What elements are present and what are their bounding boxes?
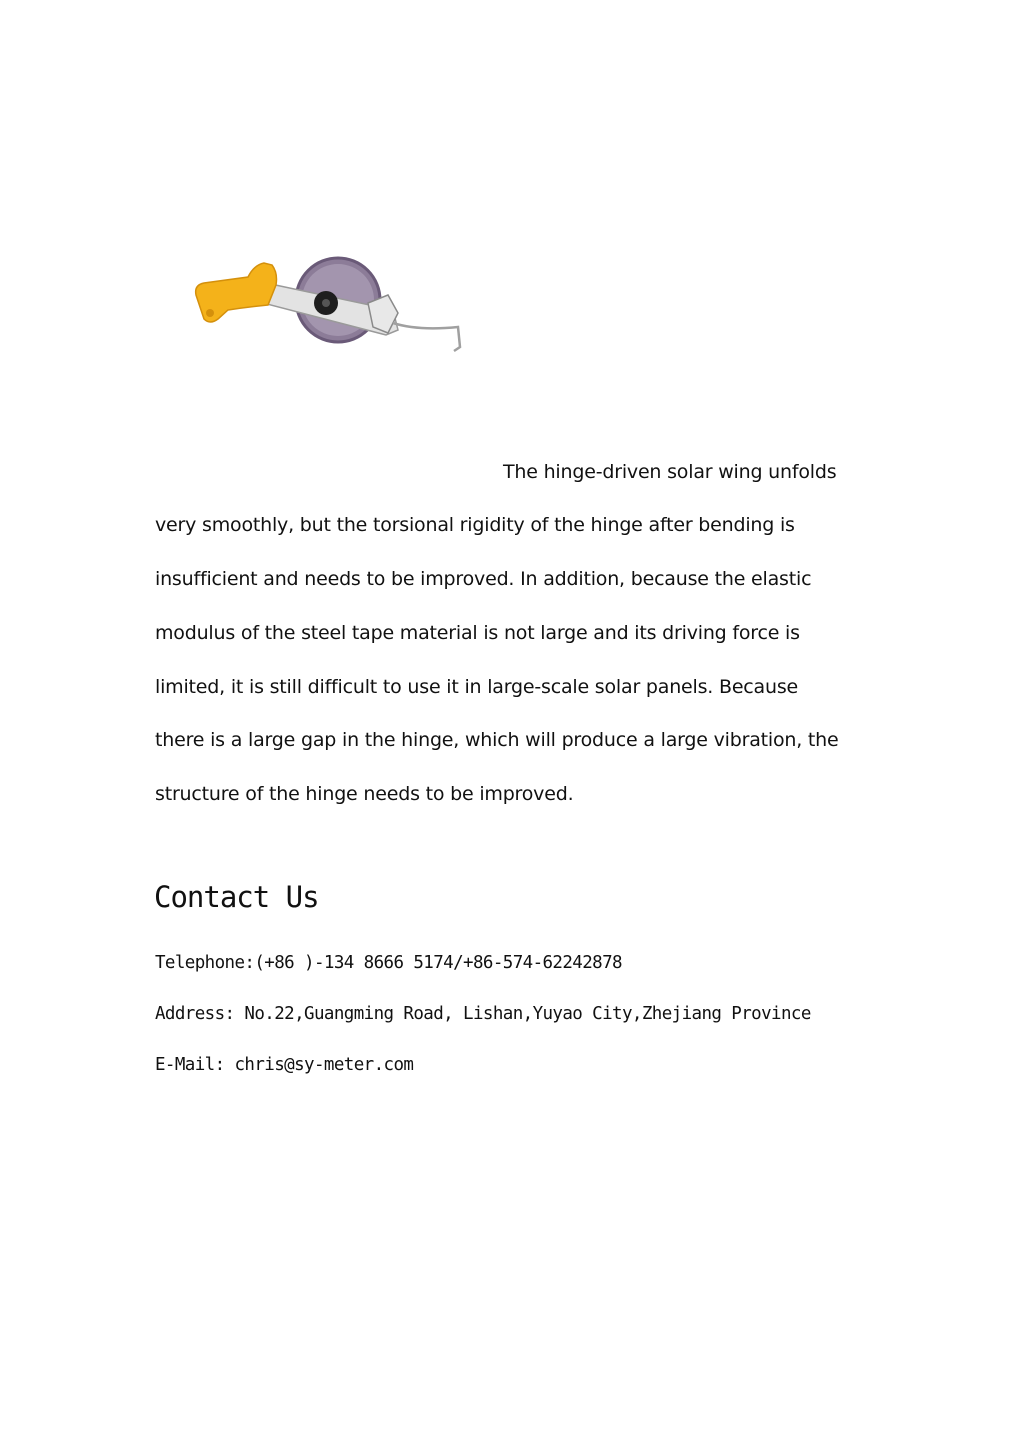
paragraph-line: modulus of the steel tape material is not large and its driving force is bbox=[155, 622, 800, 644]
email-text: E-Mail: chris@sy-meter.com bbox=[155, 1055, 414, 1075]
paragraph-line: limited, it is still difficult to use it in large-scale solar panels. Because bbox=[155, 676, 799, 698]
address-text: Address: No.22,Guangming Road, Lishan,Yuyao City,Zhejiang Province bbox=[155, 1004, 811, 1024]
paragraph-line: insufficient and needs to be improved. In addition, because the elastic bbox=[155, 568, 812, 590]
paragraph-line: very smoothly, but the torsional rigidity of the hinge after bending is bbox=[155, 514, 795, 536]
measuring-tape-reel-icon bbox=[188, 255, 473, 365]
telephone-text: Telephone:(+86 )-134 8666 5174/+86-574-62242878 bbox=[155, 953, 622, 973]
contact-heading: Contact Us bbox=[154, 880, 319, 914]
paragraph-line: structure of the hinge needs to be improved. bbox=[155, 783, 574, 805]
paragraph-line: there is a large gap in the hinge, which will produce a large vibration, the bbox=[155, 729, 839, 751]
paragraph-line: The hinge-driven solar wing unfolds bbox=[503, 461, 837, 483]
